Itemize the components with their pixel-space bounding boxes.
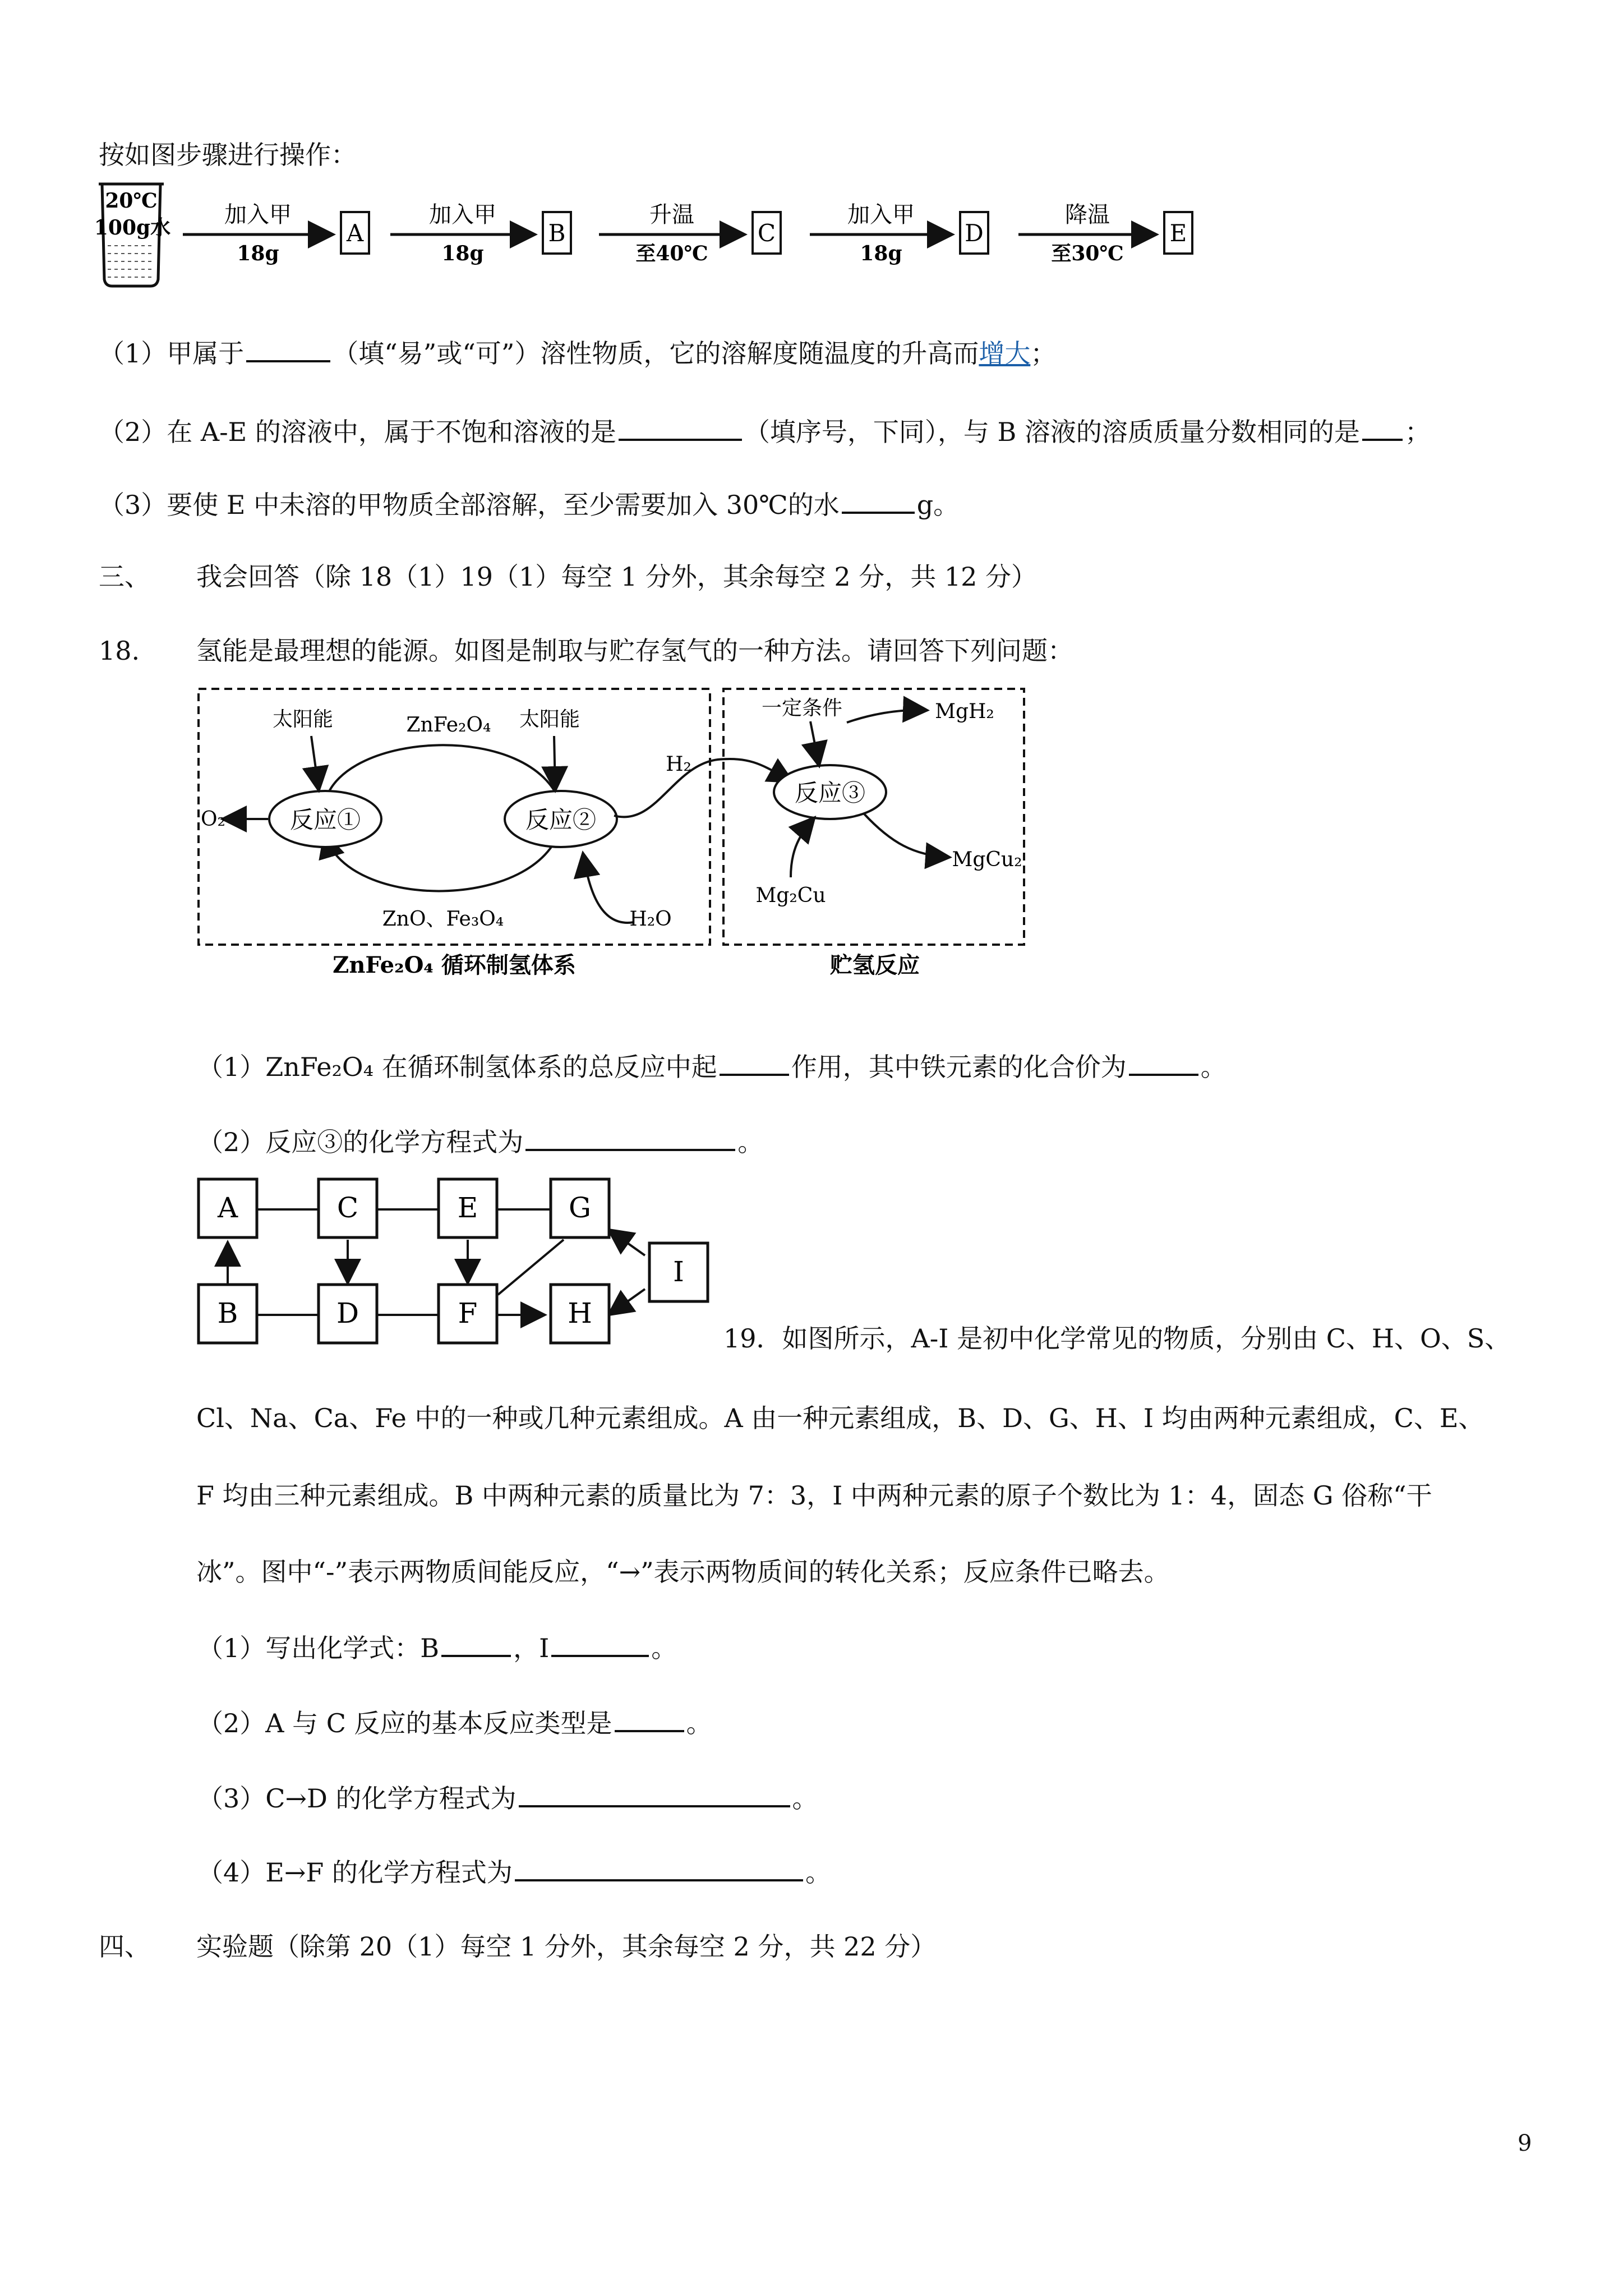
q19-line2: Cl、Na、Ca、Fe 中的一种或几种元素组成。A 由一种元素组成，B、D、G、H、I 均由两种元素组成，C、E、 (196, 1403, 1484, 1433)
q17-part3: （3）要使 E 中未溶的甲物质全部溶解，至少需要加入 30℃的水 g。 (99, 487, 959, 522)
svg-text:太阳能: 太阳能 (272, 708, 334, 731)
flow-box-label-A: A (346, 219, 364, 247)
flow-step-top-2: 加入甲 (429, 202, 496, 228)
section-3-num: 三、 (99, 562, 150, 592)
q17-part2: （2）在 A-E 的溶液中，属于不饱和溶液的是 （填序号，下同），与 B 溶液的溶质质量分数相同的是 ； (99, 414, 1431, 449)
svg-text:H₂O: H₂O (629, 908, 672, 931)
svg-text:反应②: 反应② (525, 806, 597, 834)
intro-text: 按如图步骤进行操作： (99, 140, 357, 170)
flow-box-label-D: D (965, 219, 984, 247)
svg-text:贮氢反应: 贮氢反应 (830, 952, 920, 978)
node-label-E: E (457, 1191, 478, 1224)
flow-step-top-1: 加入甲 (224, 202, 292, 228)
section-4-num: 四、 (99, 1931, 150, 1962)
flow-box-label-C: C (757, 219, 776, 247)
svg-text:反应③: 反应③ (794, 779, 866, 807)
q18-num: 18. (99, 636, 140, 666)
blank-7[interactable] (525, 1124, 735, 1151)
node-label-G: G (569, 1191, 591, 1224)
flow-step-top-3: 升温 (649, 202, 694, 228)
blank-3[interactable] (1362, 414, 1403, 441)
blank-4[interactable] (842, 487, 915, 514)
flow-step-top-5: 降温 (1065, 202, 1110, 228)
node-label-H: H (568, 1297, 592, 1329)
q19-line3: F 均由三种元素组成。B 中两种元素的质量比为 7：3，I 中两种元素的原子个数比为 1：4，固态 G 俗称“干 (196, 1480, 1432, 1511)
dissolution-flow-diagram (94, 178, 1187, 291)
beaker-temp: 20℃ (105, 189, 158, 213)
flow-step-bottom-4: 18g (860, 242, 902, 265)
blank-8[interactable] (441, 1630, 511, 1657)
section-3-title: 我会回答（除 18（1）19（1）每空 1 分外，其余每空 2 分，共 12 分） (196, 562, 1038, 592)
svg-text:MgCu₂: MgCu₂ (952, 848, 1022, 871)
flow-step-top-4: 加入甲 (847, 202, 915, 228)
q19-part1: （1）写出化学式：B ，I 。 (197, 1630, 677, 1665)
svg-text:ZnO、Fe₃O₄: ZnO、Fe₃O₄ (382, 908, 504, 931)
node-label-A: A (217, 1191, 238, 1224)
svg-text:H₂: H₂ (666, 753, 691, 776)
svg-text:O₂: O₂ (201, 808, 225, 831)
q19-part3: （3）C→D 的化学方程式为 。 (197, 1780, 818, 1815)
svg-text:ZnFe₂O₄ 循环制氢体系: ZnFe₂O₄ 循环制氢体系 (333, 952, 576, 978)
q19-line1: 19．如图所示，A-I 是初中化学常见的物质，分别由 C、H、O、S、 (723, 1323, 1511, 1354)
q18-part1: （1）ZnFe₂O₄ 在循环制氢体系的总反应中起 作用，其中铁元素的化合价为 。 (197, 1049, 1227, 1084)
flow-box-label-E: E (1169, 219, 1187, 247)
q17-part1: （1）甲属于 （填“易”或“可”）溶性物质，它的溶解度随温度的升高而增大； (99, 335, 1056, 370)
q18-part2: （2）反应③的化学方程式为 。 (197, 1124, 763, 1159)
blank-2[interactable] (619, 414, 742, 441)
q19-part4: （4）E→F 的化学方程式为 。 (197, 1855, 831, 1889)
svg-text:Mg₂Cu: Mg₂Cu (755, 884, 826, 907)
flow-box-label-B: B (548, 219, 566, 247)
blank-1[interactable] (246, 335, 330, 362)
q18-text: 氢能是最理想的能源。如图是制取与贮存氢气的一种方法。请回答下列问题： (196, 636, 1073, 666)
blank-5[interactable] (720, 1049, 789, 1076)
q19-part2: （2）A 与 C 反应的基本反应类型是 。 (197, 1705, 712, 1740)
node-label-I: I (673, 1255, 684, 1288)
blank-12[interactable] (515, 1855, 803, 1881)
blank-9[interactable] (551, 1630, 649, 1657)
node-label-C: C (336, 1191, 359, 1224)
blank-10[interactable] (615, 1705, 684, 1732)
flow-step-bottom-5: 至30℃ (1051, 242, 1124, 265)
flow-step-bottom-3: 至40℃ (635, 242, 708, 265)
node-label-F: F (458, 1297, 478, 1329)
section-4-title: 实验题（除第 20（1）每空 1 分外，其余每空 2 分，共 22 分） (196, 1931, 937, 1962)
hydrogen-diagram (196, 687, 1038, 990)
substance-relation-diagram (196, 1177, 723, 1356)
q19-line4: 冰”。图中“-”表示两物质间能反应，“→”表示两物质间的转化关系；反应条件已略去。 (196, 1557, 1170, 1587)
blank-11[interactable] (519, 1780, 790, 1807)
beaker-water: 100g水 (94, 216, 171, 240)
svg-text:MgH₂: MgH₂ (935, 700, 994, 723)
svg-text:ZnFe₂O₄: ZnFe₂O₄ (406, 714, 491, 737)
node-label-D: D (336, 1297, 359, 1329)
node-label-B: B (217, 1297, 238, 1329)
svg-text:太阳能: 太阳能 (519, 708, 580, 731)
flow-step-bottom-2: 18g (441, 242, 484, 265)
svg-text:一定条件: 一定条件 (761, 697, 843, 720)
blank-6[interactable] (1129, 1049, 1198, 1076)
page-number: 9 (1518, 2131, 1532, 2156)
link-zengda[interactable]: 增大 (979, 338, 1031, 369)
svg-text:反应①: 反应① (289, 806, 361, 834)
flow-step-bottom-1: 18g (237, 242, 279, 265)
